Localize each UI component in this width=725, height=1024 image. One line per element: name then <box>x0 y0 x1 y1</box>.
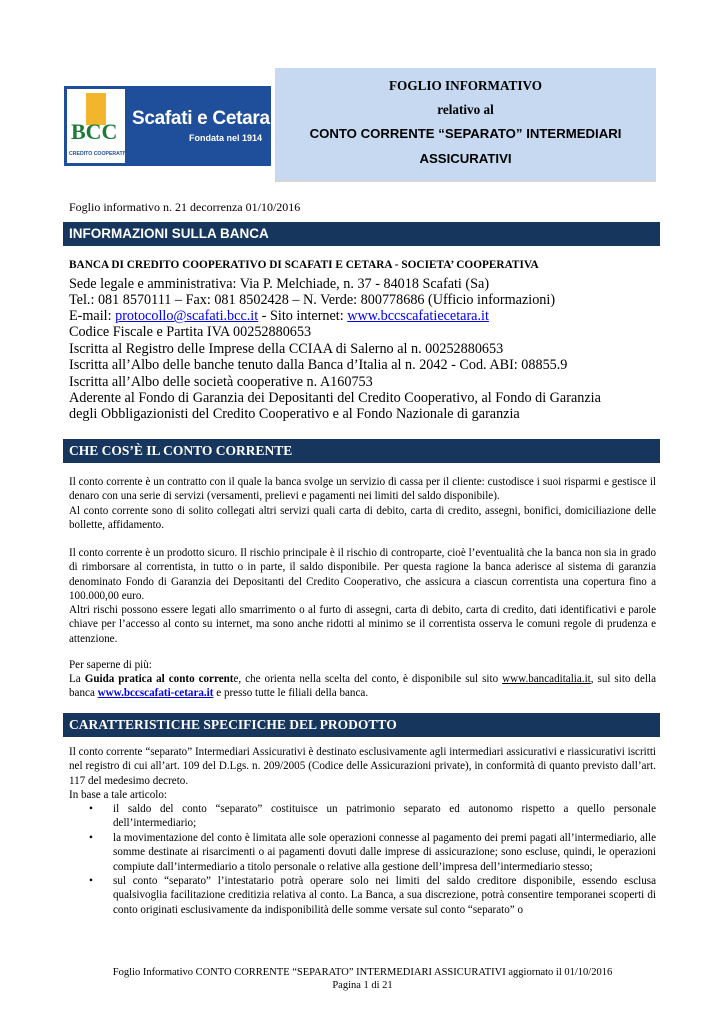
site-label: - Sito internet: <box>258 308 348 324</box>
section-header-what-is: CHE COS’È IL CONTO CORRENTE <box>63 439 660 463</box>
bank-address: Sede legale e amministrativa: Via P. Melchiade, n. 37 - 84018 Scafati (Sa) <box>69 276 490 292</box>
text: e, che orienta nella scelta del conto, è disponibile sul sito <box>233 673 503 685</box>
title-line-3: CONTO CORRENTE “SEPARATO” INTERMEDIARI <box>309 126 622 141</box>
logo-founded: Fondata nel 1914 <box>189 133 263 143</box>
list-item <box>69 802 656 831</box>
text: e presso tutte le filiali della banca. <box>213 687 369 700</box>
bank-fondo-line-1: Aderente al Fondo di Garanzia dei Depositanti del Credito Cooperativo, al Fondo di Garanzia <box>69 390 601 406</box>
paragraph: Il conto corrente è un prodotto sicuro. Il rischio principale è il rischio di controparte, cioè l’eventualità che la banca non sia in grado di rimborsare al correntista, in tutto o in parte, il saldo disponibile. Per questa ragione la banca aderisce al sistema di garanzia denominato Fondo di Garanzia dei Depositanti del Credito Cooperativo, che assicura a ciascun correntista una copertura fino a 100.000,00 euro. <box>69 547 656 603</box>
section-header-bank-info: INFORMAZIONI SULLA BANCA <box>63 222 660 246</box>
svg-text:BCC: BCC <box>71 119 118 144</box>
more-info-title: Per saperne di più: <box>69 659 152 671</box>
paragraph: Il conto corrente è un contratto con il quale la banca svolge un servizio di cassa per il cliente: custodisce i suoi risparmi e gestisce il denaro con una serie di servizi (versamenti, prelievi e pagamenti nei limiti del saldo disponibile). <box>69 476 656 503</box>
paragraph: Altri rischi possono essere legati allo smarrimento o al furto di assegni, carta di debito, carta di credito, dati identificativi e parole chiave per l’accesso al conto su internet, ma sono anche ridotti al minimo se il correntista osserva le comuni regole di prudenza e attenzione. <box>69 604 656 645</box>
list-item-text: il saldo del conto “separato” costituisce un patrimonio separato ed autonomo rispetto a quello personale dell’intermediario; <box>113 803 656 830</box>
conditions-list <box>69 802 656 917</box>
paragraph: Al conto corrente sono di solito collegati altri servizi quali carta di debito, carta di credito, assegni, bonifici, domiciliazione delle bollette, affidamento. <box>69 505 656 532</box>
list-item <box>69 831 656 874</box>
bank-register: Iscritta al Registro delle Imprese della CCIAA di Salerno al n. 00252880653 <box>69 341 504 357</box>
bullet-icon: • <box>89 831 93 844</box>
bank-tax-code: Codice Fiscale e Partita IVA 00252880653 <box>69 324 312 340</box>
title-line-4: ASSICURATIVI <box>419 151 512 166</box>
text: , sul sito della banca <box>69 673 656 700</box>
list-item <box>69 874 656 917</box>
bank-fondo-line-2: degli Obbligazionisti del Credito Cooperativo e al Fondo Nazionale di garanzia <box>69 406 520 422</box>
bank-phones: Tel.: 081 8570111 – Fax: 081 8502428 – N. Verde: 800778686 (Ufficio informazioni) <box>69 292 556 308</box>
guide-title: Guida pratica al conto corrent <box>84 673 234 685</box>
bullet-icon: • <box>89 803 93 815</box>
paragraph: In base a tale articolo: <box>69 789 167 801</box>
footer-page-number: Pagina 1 di 21 <box>332 980 393 991</box>
footer-doc-title: Foglio Informativo CONTO CORRENTE “SEPARATO” INTERMEDIARI ASSICURATIVI aggiornato il 01/10/2016 <box>112 967 613 978</box>
document-title-box <box>275 68 656 182</box>
title-line-2: relativo al <box>437 102 494 117</box>
list-item-text: la movimentazione del conto è limitata alle sole operazioni connesse al pagamento dei premi pagati all’intermediario, alle somme destinate ai risarcimenti o ai pagamenti dovuti dalle imprese di assicurazione; sono escluse, quindi, le operazioni compiute dall’intermediario a titolo personale o relative alla gestione dell’impresa dell’intermediario stesso; <box>113 831 656 873</box>
bank-albo-coop: Iscritta all’Albo delle società cooperative n. A160753 <box>69 374 373 390</box>
section-header-product-features: CARATTERISTICHE SPECIFICHE DEL PRODOTTO <box>63 713 660 737</box>
bank-name: BANCA DI CREDITO COOPERATIVO DI SCAFATI E CETARA - SOCIETA’ COOPERATIVA <box>69 259 539 271</box>
svg-text:CREDITO COOPERATIVO: CREDITO COOPERATIVO <box>69 151 132 157</box>
text: La <box>69 673 85 685</box>
paragraph: Il conto corrente “separato” Intermediari Assicurativi è destinato esclusivamente agli intermediari assicurativi e riassicurativi iscritti nel registro di cui all’art. 109 del D.Lgs. n. 209/2005 (Codice delle Assicurazioni private), in conformità di quanto previsto dall’art. 117 del medesimo decreto. <box>69 746 656 787</box>
bank-site-link[interactable]: www.bccscafati-cetara.it <box>97 687 214 700</box>
list-item-text: sul conto “separato” l’intestatario potrà operare solo nei limiti del saldo creditore disponibile, essendo esclusa qualsivoglia facilitazione creditizia relativa al conto. La Banca, a sua discrezione, potrà consentire temporanei scoperti di conto originati esclusivamente da indisponibilità delle somme versate sul conto “separato” o <box>113 875 656 916</box>
bank-contacts <box>69 308 489 325</box>
bank-logo <box>64 86 271 166</box>
email-label: E-mail: <box>69 308 116 324</box>
bcc-emblem-icon <box>67 89 132 163</box>
bancaditalia-link[interactable]: www.bancaditalia.it <box>502 673 591 685</box>
more-info-paragraph <box>69 672 656 701</box>
bank-albo-banche: Iscritta all’Albo delle banche tenuto dalla Banca d’Italia al n. 2042 - Cod. ABI: 08855.9 <box>69 357 568 373</box>
logo-name: Scafati e Cetara <box>132 108 270 129</box>
title-line-1: FOGLIO INFORMATIVO <box>389 78 542 93</box>
bullet-icon: • <box>89 875 93 888</box>
website-link[interactable]: www.bccscafatiecetara.it <box>347 308 489 324</box>
edition-note: Foglio informativo n. 21 decorrenza 01/10/2016 <box>69 200 301 214</box>
email-link[interactable]: protocollo@scafati.bcc.it <box>115 308 259 324</box>
